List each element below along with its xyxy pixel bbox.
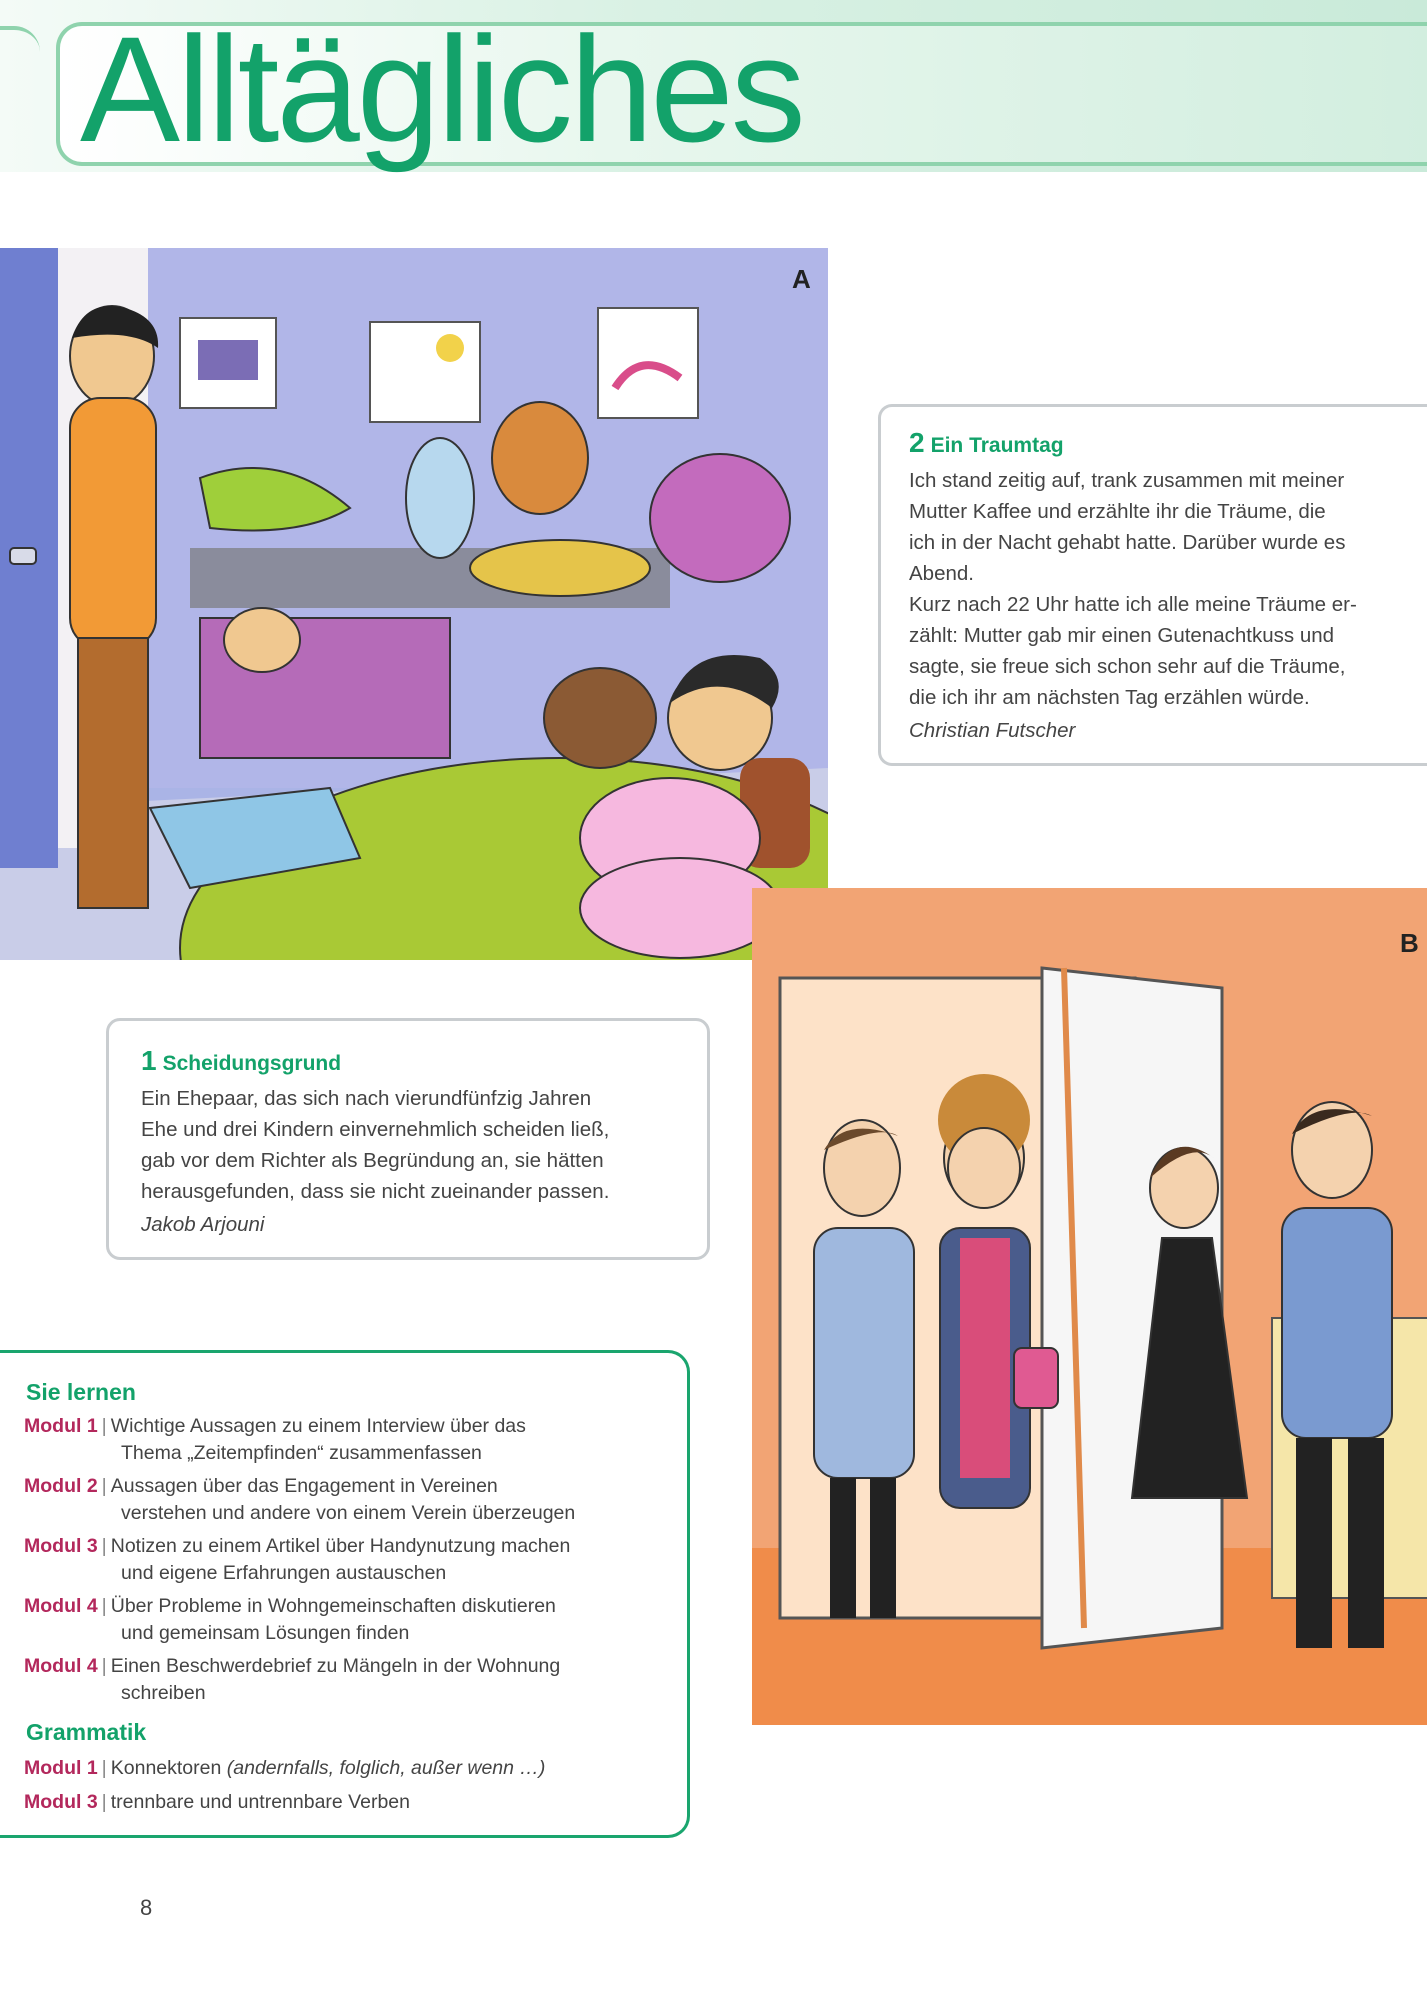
traumtag-line: Kurz nach 22 Uhr hatte ich alle meine Träume er- bbox=[909, 593, 1357, 616]
traumtag-author: Christian Futscher bbox=[909, 719, 1076, 742]
modul-label: Modul 4 bbox=[24, 1595, 98, 1617]
grammar-text: trennbare und untrennbare Verben bbox=[110, 1791, 410, 1813]
traumtag-title: Ein Traumtag bbox=[930, 434, 1064, 457]
grammar-text: Konnektoren bbox=[110, 1757, 227, 1779]
traumtag-line: die ich ihr am nächsten Tag erzählen würde. bbox=[909, 686, 1310, 709]
goal-text-continued: verstehen und andere von einem Verein überzeugen bbox=[121, 1502, 576, 1524]
modul-label: Modul 3 bbox=[24, 1791, 98, 1813]
traumtag-text bbox=[909, 465, 1416, 713]
scheidung-line: herausgefunden, dass sie nicht zueinander passen. bbox=[141, 1180, 610, 1203]
text-box-scheidungsgrund bbox=[106, 1018, 710, 1260]
modul-label: Modul 1 bbox=[24, 1415, 98, 1437]
title-banner-tab bbox=[0, 26, 40, 90]
modul-label: Modul 3 bbox=[24, 1535, 98, 1557]
goal-text: Aussagen über das Engagement in Vereinen bbox=[110, 1475, 498, 1497]
goal-text-continued: schreiben bbox=[121, 1682, 206, 1704]
traumtag-line: sagte, sie freue sich schon sehr auf die Träume, bbox=[909, 655, 1346, 678]
scheidung-line: Ein Ehepaar, das sich nach vierundfünfzig Jahren bbox=[141, 1087, 592, 1110]
illustration-a-bedroom bbox=[0, 248, 828, 960]
scheidung-title: Scheidungsgrund bbox=[162, 1052, 342, 1075]
traumtag-number: 2 bbox=[909, 427, 925, 458]
scheidung-number: 1 bbox=[141, 1045, 157, 1076]
scheidung-author: Jakob Arjouni bbox=[141, 1213, 265, 1236]
sie-lernen-heading: Sie lernen bbox=[26, 1379, 136, 1405]
goal-text: Notizen zu einem Artikel über Handynutzung machen bbox=[110, 1535, 571, 1557]
scheidung-line: gab vor dem Richter als Begründung an, sie hätten bbox=[141, 1149, 604, 1172]
scheidung-heading bbox=[141, 1045, 685, 1077]
goal-text-continued: und gemeinsam Lösungen finden bbox=[121, 1622, 410, 1644]
modul-label: Modul 2 bbox=[24, 1475, 98, 1497]
text-box-traumtag bbox=[878, 404, 1427, 766]
page-number: 8 bbox=[140, 1895, 153, 1920]
goal-text: Einen Beschwerdebrief zu Mängeln in der Wohnung bbox=[110, 1655, 561, 1677]
illustration-b-guests bbox=[752, 888, 1427, 1725]
learning-goals-box bbox=[0, 1350, 690, 1838]
grammar-item: Modul 1 | Konnektoren (andernfalls, folglich, außer wenn …) bbox=[24, 1757, 546, 1779]
scheidung-line: Ehe und drei Kindern einvernehmlich scheiden ließ, bbox=[141, 1118, 610, 1141]
illustration-b-label: B bbox=[1400, 928, 1419, 958]
learning-goal-item: Modul 4 | Einen Beschwerdebrief zu Mängeln in der Wohnung schreiben bbox=[24, 1653, 664, 1707]
traumtag-heading bbox=[909, 427, 1416, 459]
modul-label: Modul 1 bbox=[24, 1757, 98, 1779]
learning-goal-item: Modul 2 | Aussagen über das Engagement in Vereinen verstehen und andere von einem Verein überzeugen bbox=[24, 1473, 664, 1527]
learning-goal-item: Modul 3 | Notizen zu einem Artikel über Handynutzung machen und eigene Erfahrungen austauschen bbox=[24, 1533, 664, 1587]
goal-text-continued: und eigene Erfahrungen austauschen bbox=[121, 1562, 447, 1584]
traumtag-line: ich in der Nacht gehabt hatte. Darüber wurde es bbox=[909, 531, 1346, 554]
scheidung-text bbox=[141, 1083, 685, 1207]
goal-text-continued: Thema „Zeitempfinden“ zusammenfassen bbox=[121, 1442, 482, 1464]
learning-goal-item: Modul 4 | Über Probleme in Wohngemeinschaften diskutieren und gemeinsam Lösungen finden bbox=[24, 1593, 664, 1647]
grammar-item: Modul 3 | trennbare und untrennbare Verben bbox=[24, 1791, 410, 1813]
goal-text: Wichtige Aussagen zu einem Interview über das bbox=[110, 1415, 526, 1437]
illustration-a-label: A bbox=[792, 264, 811, 294]
grammatik-heading: Grammatik bbox=[26, 1719, 147, 1745]
traumtag-line: Ich stand zeitig auf, trank zusammen mit meiner bbox=[909, 469, 1345, 492]
grammar-example: (andernfalls, folglich, außer wenn …) bbox=[226, 1757, 546, 1779]
goal-text: Über Probleme in Wohngemeinschaften diskutieren bbox=[110, 1595, 556, 1617]
traumtag-line: Abend. bbox=[909, 562, 974, 585]
traumtag-line: zählt: Mutter gab mir einen Gutenachtkuss und bbox=[909, 624, 1335, 647]
modul-label: Modul 4 bbox=[24, 1655, 98, 1677]
learning-goal-item: Modul 1 | Wichtige Aussagen zu einem Interview über das Thema „Zeitempfinden“ zusammenfassen bbox=[24, 1413, 664, 1467]
traumtag-line: Mutter Kaffee und erzählte ihr die Träume, die bbox=[909, 500, 1326, 523]
page-title: Alltägliches bbox=[80, 5, 803, 173]
